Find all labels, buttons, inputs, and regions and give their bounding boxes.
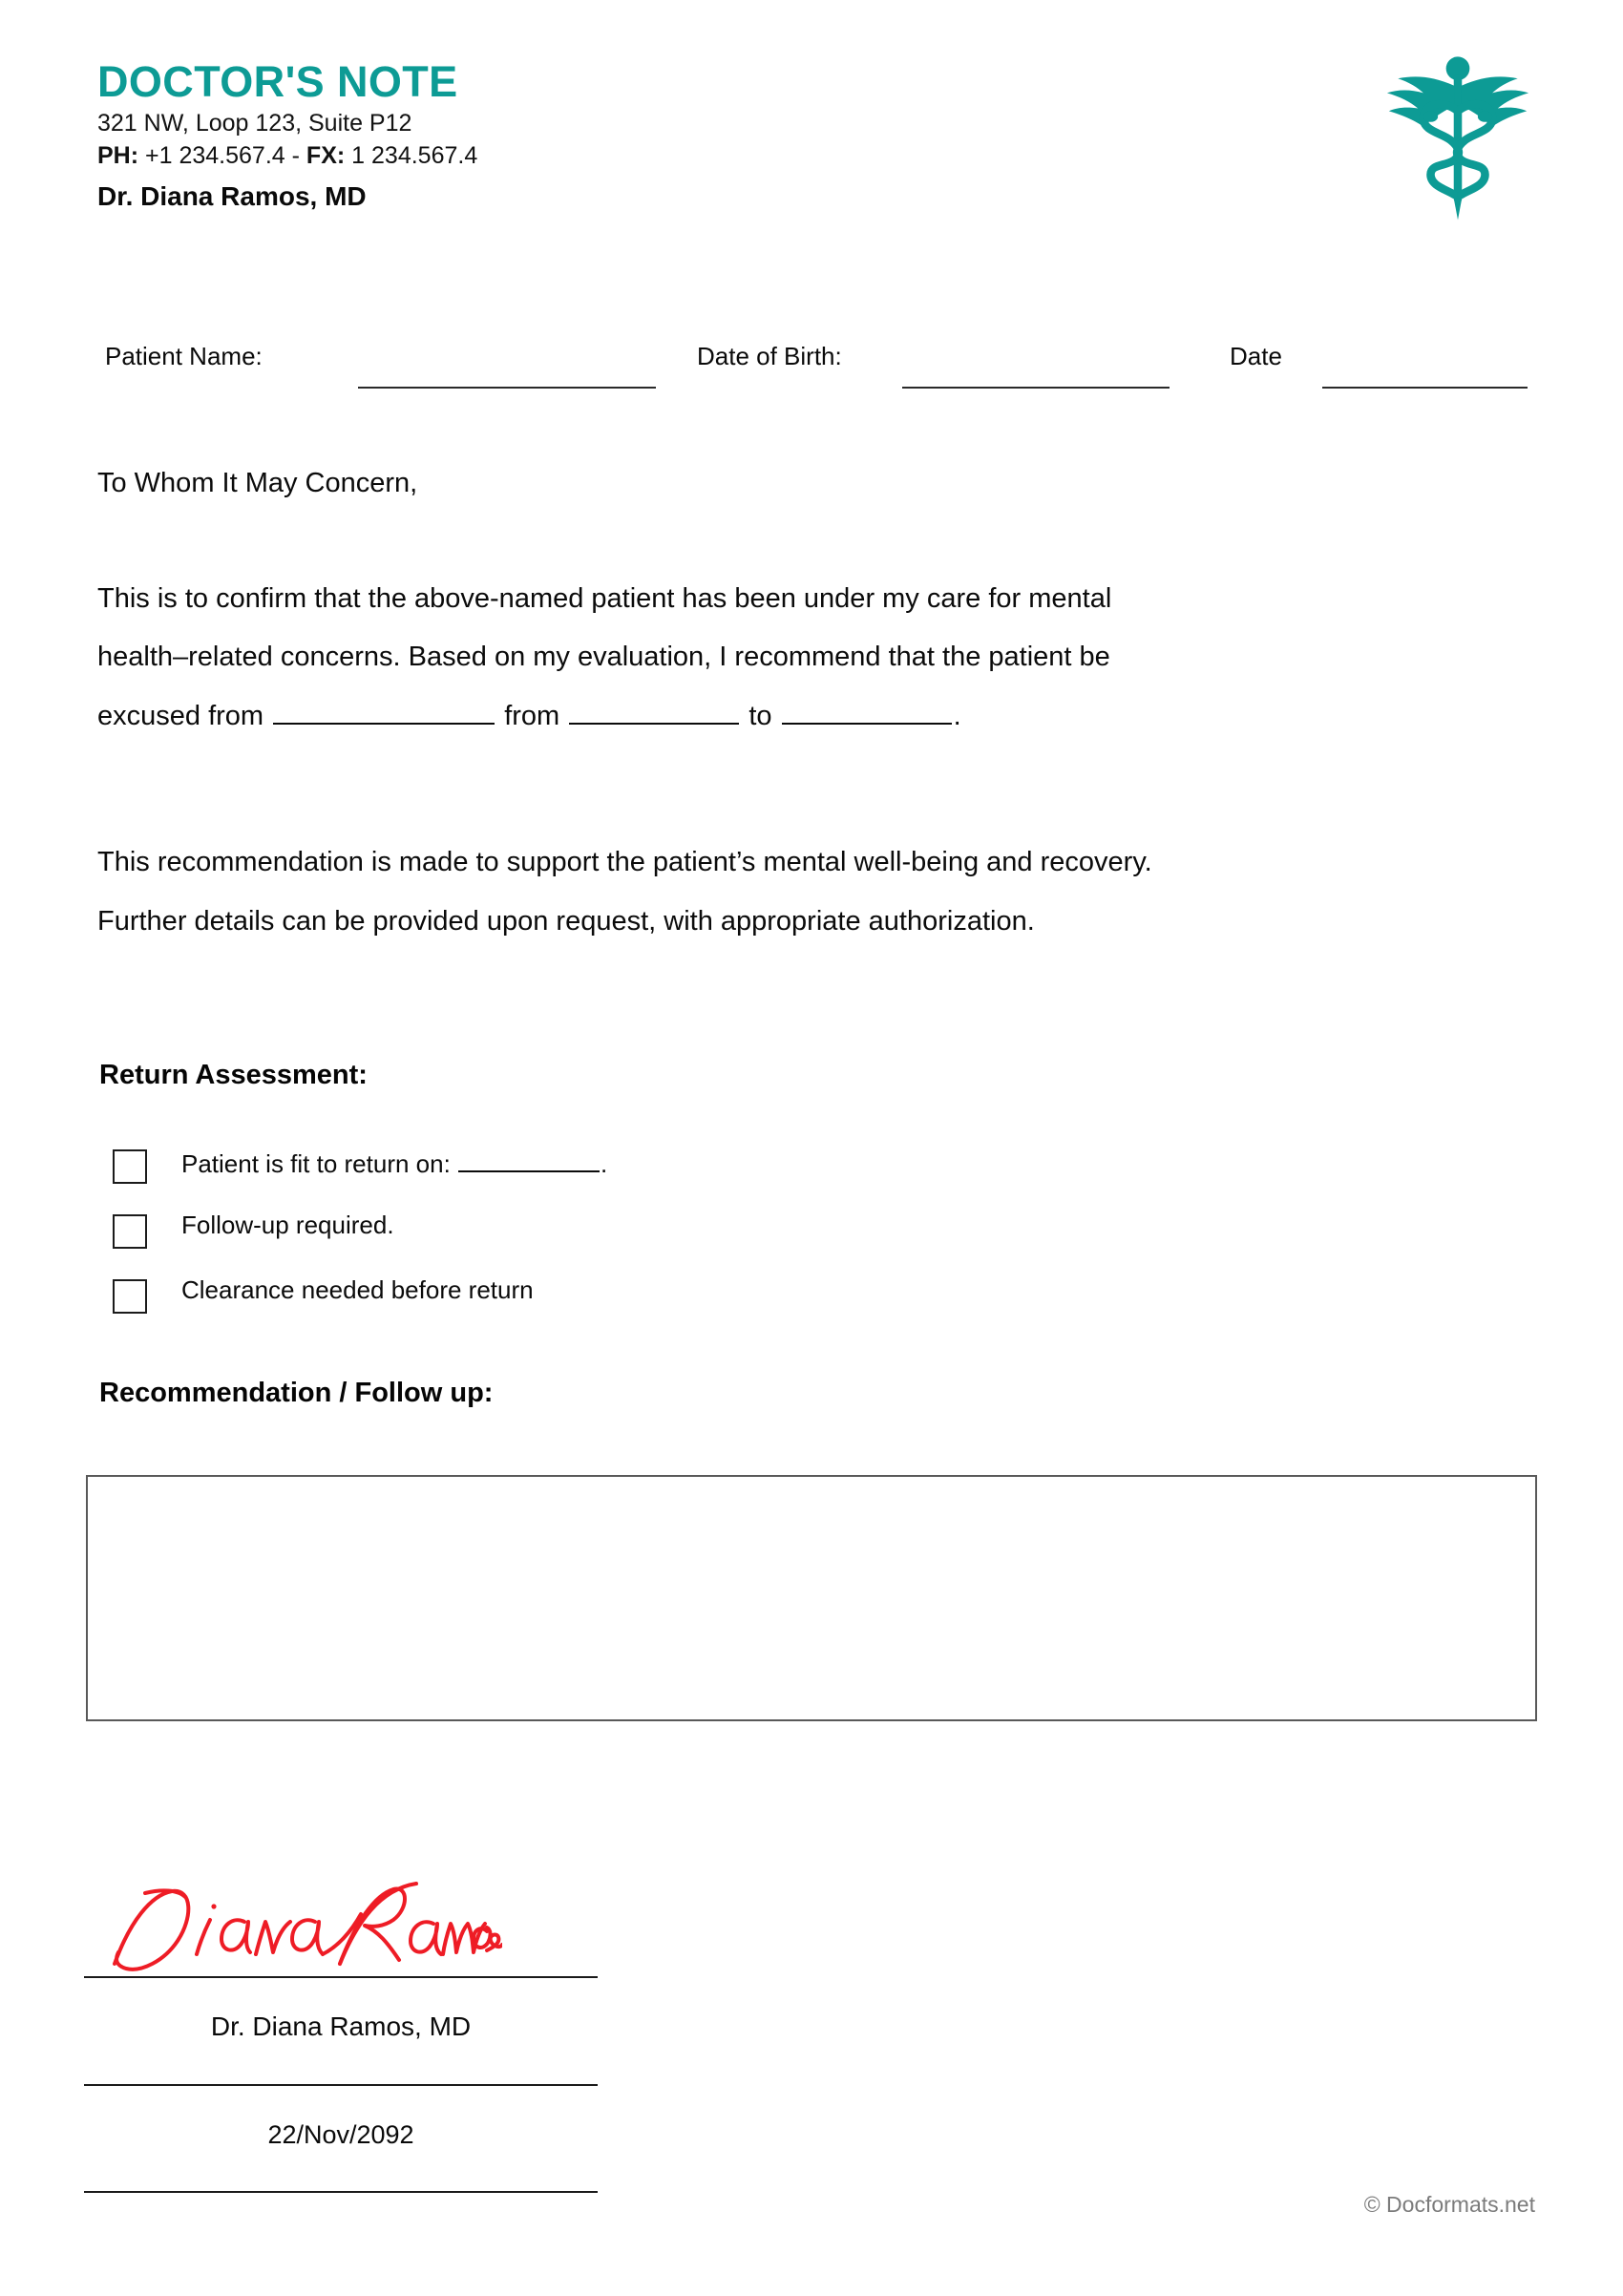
- checkbox-clearance-needed-label: Clearance needed before return: [181, 1275, 534, 1304]
- excused-from-date-blank[interactable]: [569, 694, 739, 725]
- paragraph-two-line-one: This recommendation is made to support the patient’s mental well-being and recovery.: [97, 847, 1152, 878]
- clinic-address: 321 NW, Loop 123, Suite P12: [97, 110, 412, 137]
- phone-value: +1 234.567.4: [145, 141, 285, 169]
- paragraph-one-line-two: health–related concerns. Based on my evaluation, I recommend that the patient be: [97, 642, 1110, 673]
- date-input[interactable]: [1322, 387, 1528, 389]
- fit-to-return-text: Patient is fit to return on:: [181, 1149, 451, 1178]
- excused-to-date-blank[interactable]: [782, 694, 952, 725]
- letterhead: [97, 59, 1319, 212]
- salutation: To Whom It May Concern,: [97, 468, 418, 498]
- checkbox-follow-up-required[interactable]: [113, 1214, 147, 1249]
- phone-label: PH:: [97, 141, 139, 169]
- recommendation-heading: Recommendation / Follow up:: [99, 1378, 494, 1408]
- list-item[interactable]: [113, 1211, 1258, 1275]
- signature-line: [84, 1976, 598, 1978]
- date-of-birth-label: Date of Birth:: [697, 342, 842, 370]
- letter-body: [97, 470, 1482, 951]
- return-assessment-heading: Return Assessment:: [99, 1060, 368, 1090]
- fax-label: FX:: [306, 141, 346, 169]
- clinic-contact: [97, 140, 1319, 172]
- fit-to-return-period: .: [601, 1149, 608, 1178]
- spacer: [97, 746, 1482, 833]
- list-item[interactable]: [113, 1275, 1258, 1340]
- paragraph-two: [97, 833, 1482, 951]
- signature-date: 22/Nov/2092: [267, 2120, 414, 2149]
- caduceus-icon: [1367, 46, 1549, 227]
- signature-image: [101, 1872, 502, 1977]
- spacer: [97, 497, 1482, 570]
- recommendation-textarea[interactable]: [86, 1475, 1537, 1721]
- sentence-period: .: [953, 700, 961, 731]
- fax-value: 1 234.567.4: [351, 141, 478, 169]
- to-label: to: [748, 700, 772, 731]
- checkbox-follow-up-required-label: Follow-up required.: [181, 1211, 394, 1239]
- date-of-birth-input[interactable]: [902, 387, 1170, 389]
- footer-copyright: © Docformats.net: [1363, 2192, 1535, 2217]
- paragraph-two-line-two: Further details can be provided upon request, with appropriate authorization.: [97, 905, 1035, 937]
- paragraph-one-line-one: This is to confirm that the above-named patient has been under my care for mental: [97, 583, 1112, 614]
- paragraph-one: [97, 570, 1482, 746]
- checkbox-clearance-needed[interactable]: [113, 1279, 147, 1314]
- patient-info-row: [0, 342, 1623, 399]
- signature-doctor-name: Dr. Diana Ramos, MD: [210, 2012, 472, 2041]
- checkbox-fit-to-return-label: [181, 1146, 607, 1179]
- signature-date-line: [84, 2191, 598, 2193]
- from-label: from: [504, 700, 560, 731]
- date-label: Date: [1230, 342, 1282, 370]
- excused-reason-blank[interactable]: [273, 694, 495, 725]
- patient-name-label: Patient Name:: [105, 342, 263, 370]
- fit-to-return-date-blank[interactable]: [458, 1146, 600, 1172]
- doctor-name-header: Dr. Diana Ramos, MD: [97, 180, 367, 211]
- patient-name-input[interactable]: [358, 387, 656, 389]
- checkbox-fit-to-return[interactable]: [113, 1149, 147, 1184]
- excused-from-label: excused from: [97, 700, 264, 731]
- doctor-name-line: [84, 2084, 598, 2086]
- contact-separator: -: [291, 141, 300, 169]
- page-title: DOCTOR'S NOTE: [97, 57, 458, 106]
- return-assessment-list: [113, 1146, 1258, 1340]
- list-item[interactable]: [113, 1146, 1258, 1211]
